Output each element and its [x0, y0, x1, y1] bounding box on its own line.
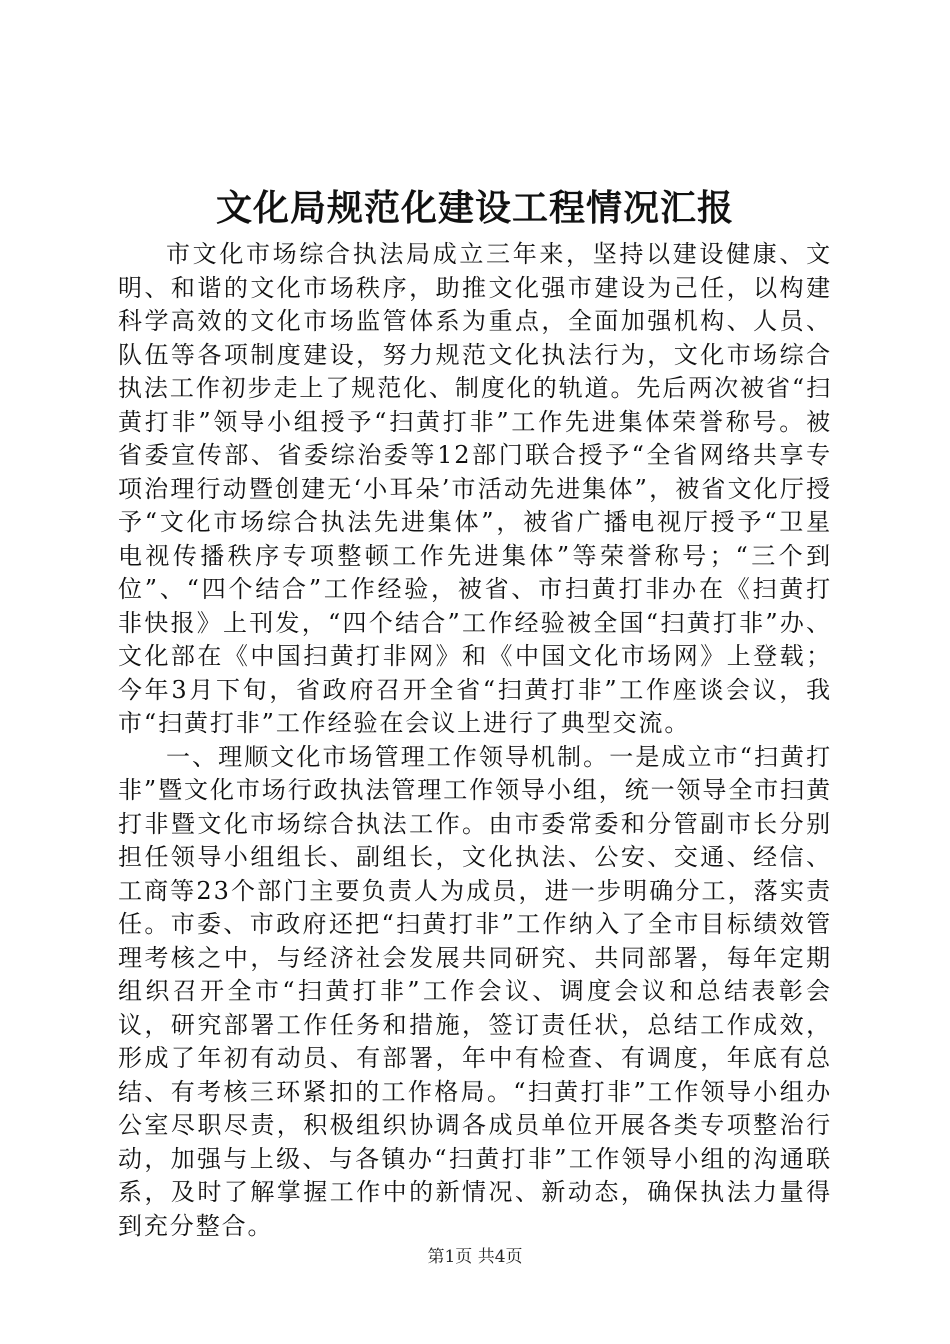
document-body — [118, 238, 832, 1243]
document-title: 文化局规范化建设工程情况汇报 — [215, 187, 734, 229]
page-footer: 第1页 共4页 — [427, 1247, 523, 1267]
paragraph-intro: 市文化市场综合执法局成立三年来，坚持以建设健康、文明、和谐的文化市场秩序，助推文化强市建设为己任，以构建科学高效的文化市场监管体系为重点，全面加强机构、人员、队伍等各项制度建设，努力规范文化执法行为，文化市场综合执法工作初步走上了规范化、制度化的轨道。先后两次被省“扫黄打非”领导小组授予“扫黄打非”工作先进集体荣誉称号。被省委宣传部、省委综治委等12部门联合授予“全省网络共享专项治理行动暨创建无‘小耳朵’市活动先进集体”，被省文化厅授予“文化市场综合执法先进集体”，被省广播电视厅授予“卫星电视传播秩序专项整顿工作先进集体”等荣誉称号；“三个到位”、“四个结合”工作经验，被省、市扫黄打非办在《扫黄打非快报》上刊发，“四个结合”工作经验被全国“扫黄打非”办、文化部在《中国扫黄打非网》和《中国文化市场网》上登载；今年3月下旬，省政府召开全省“扫黄打非”工作座谈会议，我市“扫黄打非”工作经验在会议上进行了典型交流。 — [118, 240, 832, 737]
paragraph-section-one: 一、理顺文化市场管理工作领导机制。一是成立市“扫黄打非”暨文化市场行政执法管理工作领导小组，统一领导全市扫黄打非暨文化市场综合执法工作。由市委常委和分管副市长分别担任领导小组组长、副组长，文化执法、公安、交通、经信、工商等23个部门主要负责人为成员，进一步明确分工，落实责任。市委、市政府还把“扫黄打非”工作纳入了全市目标绩效管理考核之中，与经济社会发展共同研究、共同部署，每年定期组织召开全市“扫黄打非”工作会议、调度会议和总结表彰会议，研究部署工作任务和措施，签订责任状，总结工作成效，形成了年初有动员、有部署，年中有检查、有调度，年底有总结、有考核三环紧扣的工作格局。“扫黄打非”工作领导小组办公室尽职尽责，积极组织协调各成员单位开展各类专项整治行动，加强与上级、与各镇办“扫黄打非”工作领导小组的沟通联系，及时了解掌握工作中的新情况、新动态，确保执法力量得到充分整合。 — [118, 742, 832, 1240]
